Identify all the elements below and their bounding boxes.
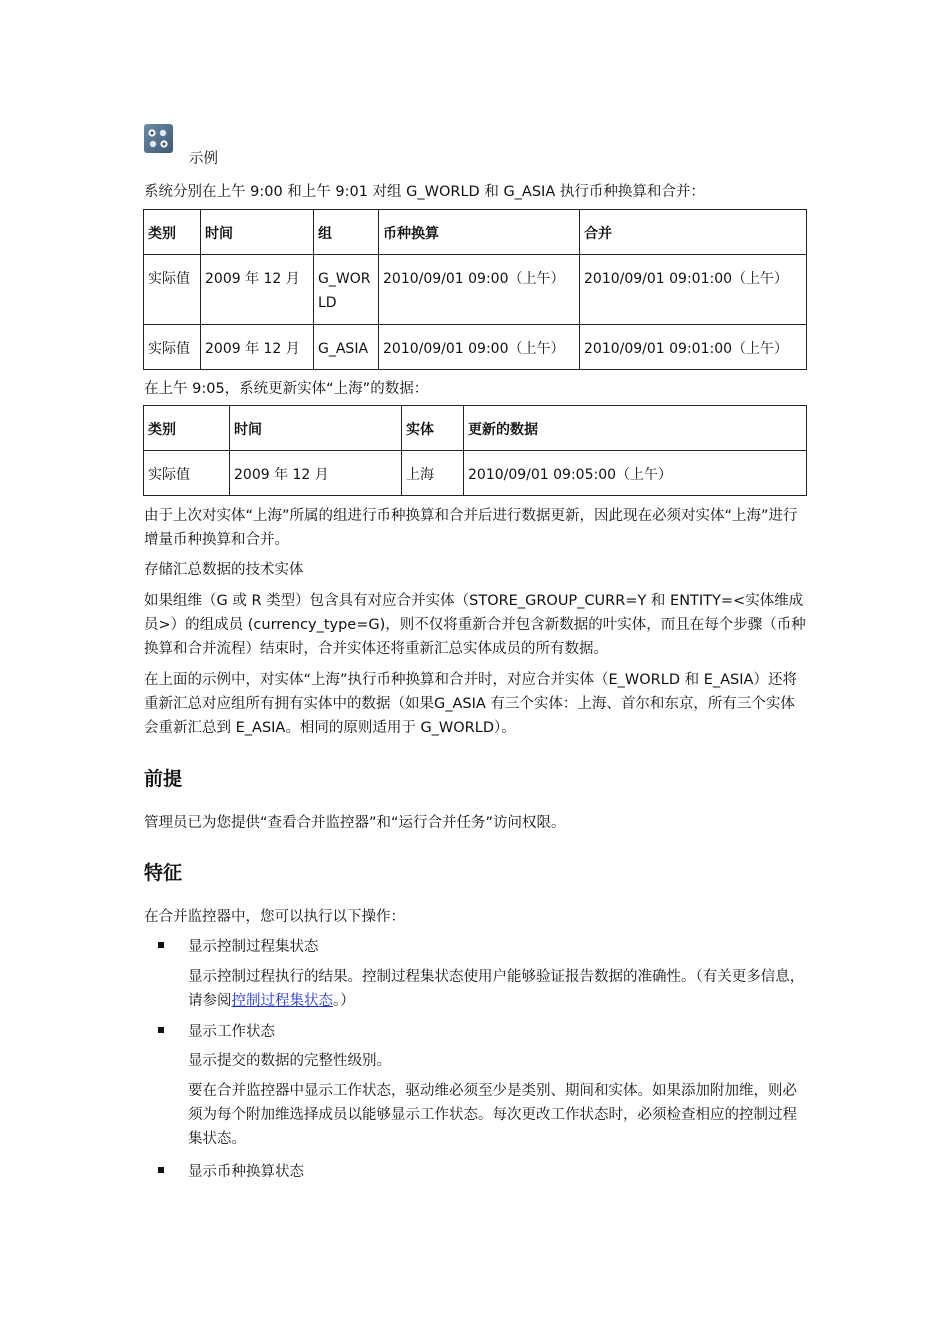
table-header-cell: 实体 xyxy=(402,406,464,451)
table-group-conversion xyxy=(143,209,807,370)
table-entity-update xyxy=(143,405,807,496)
table-header-cell: 时间 xyxy=(201,210,314,255)
table-header-row xyxy=(144,406,807,451)
list-item-description xyxy=(188,965,808,1013)
table-cell: 2010/09/01 09:05:00（上午） xyxy=(464,451,807,496)
table-cell: 2010/09/01 09:01:00（上午） xyxy=(580,255,807,325)
table-cell: 2009 年 12 月 xyxy=(201,255,314,325)
table-cell: 实际值 xyxy=(144,325,201,370)
table-cell: 2009 年 12 月 xyxy=(201,325,314,370)
list-item-description: 显示提交的数据的完整性级别。 xyxy=(188,1053,391,1069)
table-cell: 实际值 xyxy=(144,451,230,496)
example-explanation-paragraph: 在上面的示例中，对实体“上海”执行币种换算和合并时，对应合并实体（E_WORLD 和 E_ASIA）还将重新汇总对应组所有拥有实体中的数据（如果G_ASIA 有三个实体：上海、首尔和东京，所有三个实体会重新汇总到 E_ASIA。相同的原则适用于 G_WORLD）。 xyxy=(144,672,797,736)
group-dimension-paragraph: 如果组维（G 或 R 类型）包含具有对应合并实体（STORE_GROUP_CURR=Y 和 ENTITY=<实体维成员>）的组成员 (currency_type=G)，则不仅将重新合并包含新数据的叶实体，而且在每个步骤（币种换算和合并流程）结束时，合并实体还将重新汇总实体成员的所有数据。 xyxy=(144,593,806,657)
control-process-link[interactable]: 控制过程集状态 xyxy=(231,993,333,1009)
table-row xyxy=(144,451,807,496)
table-header-cell: 组 xyxy=(314,210,379,255)
table-row xyxy=(144,255,807,325)
table-header-cell: 更新的数据 xyxy=(464,406,807,451)
table-row xyxy=(144,325,807,370)
bullet-icon xyxy=(158,1167,164,1173)
explanation-paragraph: 由于上次对实体“上海”所属的组进行币种换算和合并后进行数据更新，因此现在必须对实体“上海”进行增量币种换算和合并。 xyxy=(144,508,798,548)
subheading-technical-entity: 存储汇总数据的技术实体 xyxy=(144,562,304,578)
bullet-icon xyxy=(158,1027,164,1033)
table-cell: G_ASIA xyxy=(314,325,379,370)
description-text: 显示控制过程执行的结果。控制过程集状态使用户能够验证报告数据的准确性。（有关更多信息，请参阅 xyxy=(188,969,805,1009)
list-item-title: 显示币种换算状态 xyxy=(188,1164,304,1180)
bullet-icon xyxy=(158,942,164,948)
heading-features: 特征 xyxy=(144,862,183,884)
table-header-cell: 类别 xyxy=(144,406,230,451)
table-cell: 2010/09/01 09:01:00（上午） xyxy=(580,325,807,370)
table-cell: 实际值 xyxy=(144,255,201,325)
table-header-cell: 类别 xyxy=(144,210,201,255)
example-icon xyxy=(144,124,173,153)
table-cell: 2010/09/01 09:00（上午） xyxy=(379,325,580,370)
list-item-description: 要在合并监控器中显示工作状态，驱动维必须至少是类别、期间和实体。如果添加附加维，则必须为每个附加维选择成员以能够显示工作状态。每次更改工作状态时，必须检查相应的控制过程集状态。 xyxy=(188,1083,797,1147)
features-intro: 在合并监控器中，您可以执行以下操作： xyxy=(144,909,405,925)
heading-prerequisites: 前提 xyxy=(144,768,183,790)
table-header-cell: 时间 xyxy=(230,406,402,451)
table-cell: G_WORLD xyxy=(314,255,379,325)
list-item-title: 显示工作状态 xyxy=(188,1024,275,1040)
description-text: 。） xyxy=(333,993,355,1009)
prerequisite-paragraph: 管理员已为您提供“查看合并监控器”和“运行合并任务”访问权限。 xyxy=(144,815,566,831)
list-item-title: 显示控制过程集状态 xyxy=(188,939,319,955)
table-header-cell: 合并 xyxy=(580,210,807,255)
nodes-graphic xyxy=(144,124,173,153)
table-cell: 上海 xyxy=(402,451,464,496)
update-paragraph: 在上午 9:05，系统更新实体“上海”的数据： xyxy=(144,381,429,397)
table-cell: 2009 年 12 月 xyxy=(230,451,402,496)
table-header-row xyxy=(144,210,807,255)
intro-paragraph: 系统分别在上午 9:00 和上午 9:01 对组 G_WORLD 和 G_ASIA 执行币种换算和合并： xyxy=(144,184,705,200)
example-label: 示例 xyxy=(189,151,218,167)
table-cell: 2010/09/01 09:00（上午） xyxy=(379,255,580,325)
table-header-cell: 币种换算 xyxy=(379,210,580,255)
